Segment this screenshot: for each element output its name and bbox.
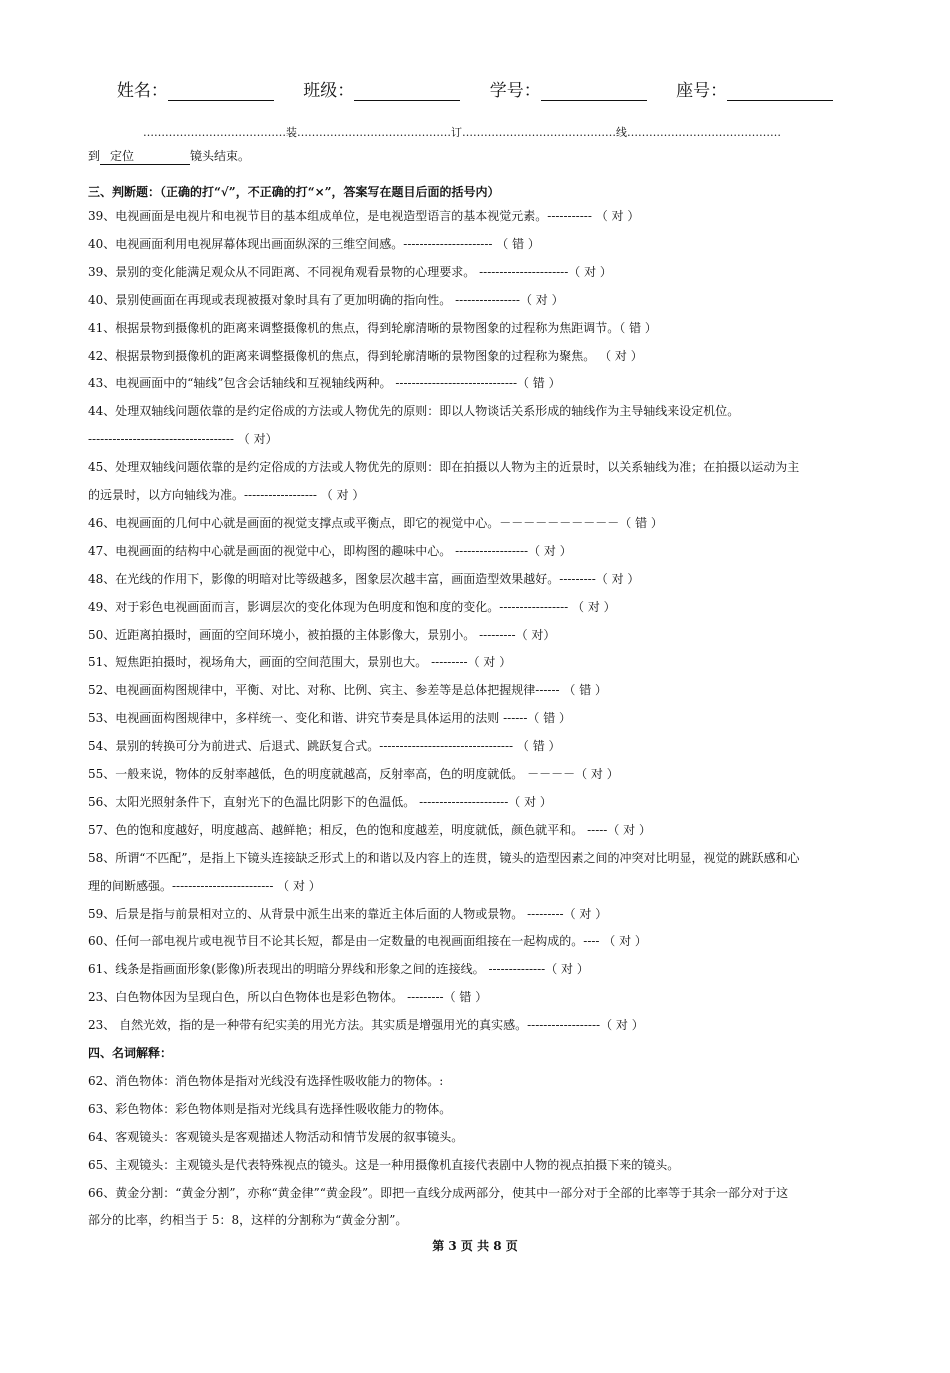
judgment-item: 51、短焦距拍摄时，视场角大，画面的空间范围大，景别也大。 ---------（ 对 ）: [88, 655, 512, 669]
section4-title: 四、名词解释：: [88, 1046, 173, 1060]
judgment-item: 46、电视画面的几何中心就是画面的视觉支撑点或平衡点，即它的视觉中心。－－－－－－－－－－（ 错 ）: [88, 516, 663, 530]
definition-item: 63、彩色物体：彩色物体则是指对光线具有选择性吸收能力的物体。: [88, 1102, 452, 1116]
judgment-item: 42、根据景物到摄像机的距离来调整摄像机的焦点，得到轮廓清晰的景物图象的过程称为聚焦。 （ 对 ）: [88, 349, 643, 363]
class-label: 班级：: [303, 81, 355, 101]
student-id-blank[interactable]: [541, 86, 647, 101]
continuation-line: [88, 148, 250, 165]
judgment-item: 理的间断感强。------------------------- （ 对 ）: [88, 879, 321, 893]
judgment-item: 52、电视画面构图规律中，平衡、对比、对称、比例、宾主、参差等是总体把握规律------ （ 错 ）: [88, 683, 608, 697]
judgment-item: 48、在光线的作用下，影像的明暗对比等级越多，图象层次越丰富，画面造型效果越好。---------（ 对 ）: [88, 572, 640, 586]
judgment-item: 56、太阳光照射条件下，直射光下的色温比阴影下的色温低。 ----------------------（ 对 ）: [88, 795, 552, 809]
judgment-item: 53、电视画面构图规律中，多样统一、变化和谐、讲究节奏是具体运用的法则 ------（ 错 ）: [88, 711, 572, 725]
judgment-item: 47、电视画面的结构中心就是画面的视觉中心，即构图的趣味中心。 ------------------（ 对 ）: [88, 544, 572, 558]
judgment-item: 的远景时，以方向轴线为准。------------------ （ 对 ）: [88, 488, 365, 502]
binding-line: …………………………………装……………………………………订……………………………………线……………………………………: [143, 126, 781, 139]
student-info-header: [0, 76, 950, 101]
judgment-item: 39、景别的变化能满足观众从不同距离、不同视角观看景物的心理要求。 ----------------------（ 对 ）: [88, 265, 612, 279]
page-footer: 第 3 页 共 8 页: [432, 1239, 518, 1253]
judgment-item: 44、处理双轴线问题依靠的是约定俗成的方法或人物优先的原则：即以人物谈话关系形成的轴线作为主导轴线来设定机位。: [88, 404, 740, 418]
judgment-item: 41、根据景物到摄像机的距离来调整摄像机的焦点，得到轮廓清晰的景物图象的过程称为焦距调节。（ 错 ）: [88, 321, 657, 335]
judgment-item: 49、对于彩色电视画面而言，影调层次的变化体现为色明度和饱和度的变化。----------------- （ 对 ）: [88, 600, 616, 614]
seat-label: 座号：: [676, 81, 728, 101]
judgment-item: 43、电视画面中的“轴线”包含会话轴线和互视轴线两种。 ------------------------------（ 错 ）: [88, 376, 561, 390]
judgment-item: 45、处理双轴线问题依靠的是约定俗成的方法或人物优先的原则：即在拍摄以人物为主的近景时，以关系轴线为准；在拍摄以运动为主: [88, 460, 800, 474]
judgment-item: 59、后景是指与前景相对立的、从背景中派生出来的靠近主体后面的人物或景物。 ---------（ 对 ）: [88, 907, 608, 921]
name-label: 姓名：: [116, 81, 168, 101]
judgment-item: ------------------------------------ （ 对）: [88, 432, 278, 446]
definition-item: 64、客观镜头：客观镜头是客观描述人物活动和情节发展的叙事镜头。: [88, 1130, 464, 1144]
name-blank[interactable]: [168, 86, 274, 101]
judgment-item: 60、任何一部电视片或电视节目不论其长短，都是由一定数量的电视画面组接在一起构成的。---- （ 对 ）: [88, 934, 647, 948]
judgment-item: 61、线条是指画面形象(影像)所表现出的明暗分界线和形象之间的连接线。 --------------（ 对 ）: [88, 962, 589, 976]
definition-item: 部分的比率，约相当于 5：8，这样的分割称为“黄金分割”。: [88, 1213, 408, 1227]
continuation-pre: 到: [88, 149, 101, 163]
seat-blank[interactable]: [727, 86, 833, 101]
section3-title: 三、判断题：（正确的打“√”，不正确的打“×”，答案写在题目后面的括号内）: [88, 185, 500, 199]
student-id-label: 学号：: [489, 81, 541, 101]
continuation-post: 镜头结束。: [190, 149, 251, 163]
judgment-item: 58、所谓“不匹配”，是指上下镜头连接缺乏形式上的和谐以及内容上的连贯，镜头的造型因素之间的冲突对比明显，视觉的跳跃感和心: [88, 851, 800, 865]
judgment-item: 54、景别的转换可分为前进式、后退式、跳跃复合式。--------------------------------- （ 错 ）: [88, 739, 561, 753]
judgment-item: 55、一般来说，物体的反射率越低，色的明度就越高，反射率高，色的明度就低。 －－－－（ 对 ）: [88, 767, 619, 781]
judgment-item: 50、近距离拍摄时，画面的空间环境小，被拍摄的主体影像大，景别小。 ---------（ 对）: [88, 628, 556, 642]
judgment-item: 23、 自然光效，指的是一种带有纪实美的用光方法。其实质是增强用光的真实感。------------------（ 对 ）: [88, 1018, 644, 1032]
judgment-item: 39、电视画面是电视片和电视节目的基本组成单位，是电视造型语言的基本视觉元素。----------- （ 对 ）: [88, 209, 640, 223]
definition-item: 65、主观镜头：主观镜头是代表特殊视点的镜头。这是一种用摄像机直接代表剧中人物的视点拍摄下来的镜头。: [88, 1158, 680, 1172]
continuation-filled: 定位: [100, 148, 190, 165]
judgment-item: 40、景别使画面在再现或表现被摄对象时具有了更加明确的指向性。 ----------------（ 对 ）: [88, 293, 564, 307]
definition-item: 66、黄金分割：“黄金分割”，亦称“黄金律”“黄金段”。即把一直线分成两部分，使其中一部分对于全部的比率等于其余一部分对于这: [88, 1186, 789, 1200]
judgment-item: 40、电视画面利用电视屏幕体现出画面纵深的三维空间感。---------------------- （ 错 ）: [88, 237, 540, 251]
judgment-item: 57、色的饱和度越好，明度越高、越鲜艳；相反，色的饱和度越差，明度就低，颜色就平和。 -----（ 对 ）: [88, 823, 651, 837]
class-blank[interactable]: [354, 86, 460, 101]
judgment-item: 23、白色物体因为呈现白色，所以白色物体也是彩色物体。 ---------（ 错 ）: [88, 990, 488, 1004]
definition-item: 62、消色物体：消色物体是指对光线没有选择性吸收能力的物体。:: [88, 1074, 444, 1088]
